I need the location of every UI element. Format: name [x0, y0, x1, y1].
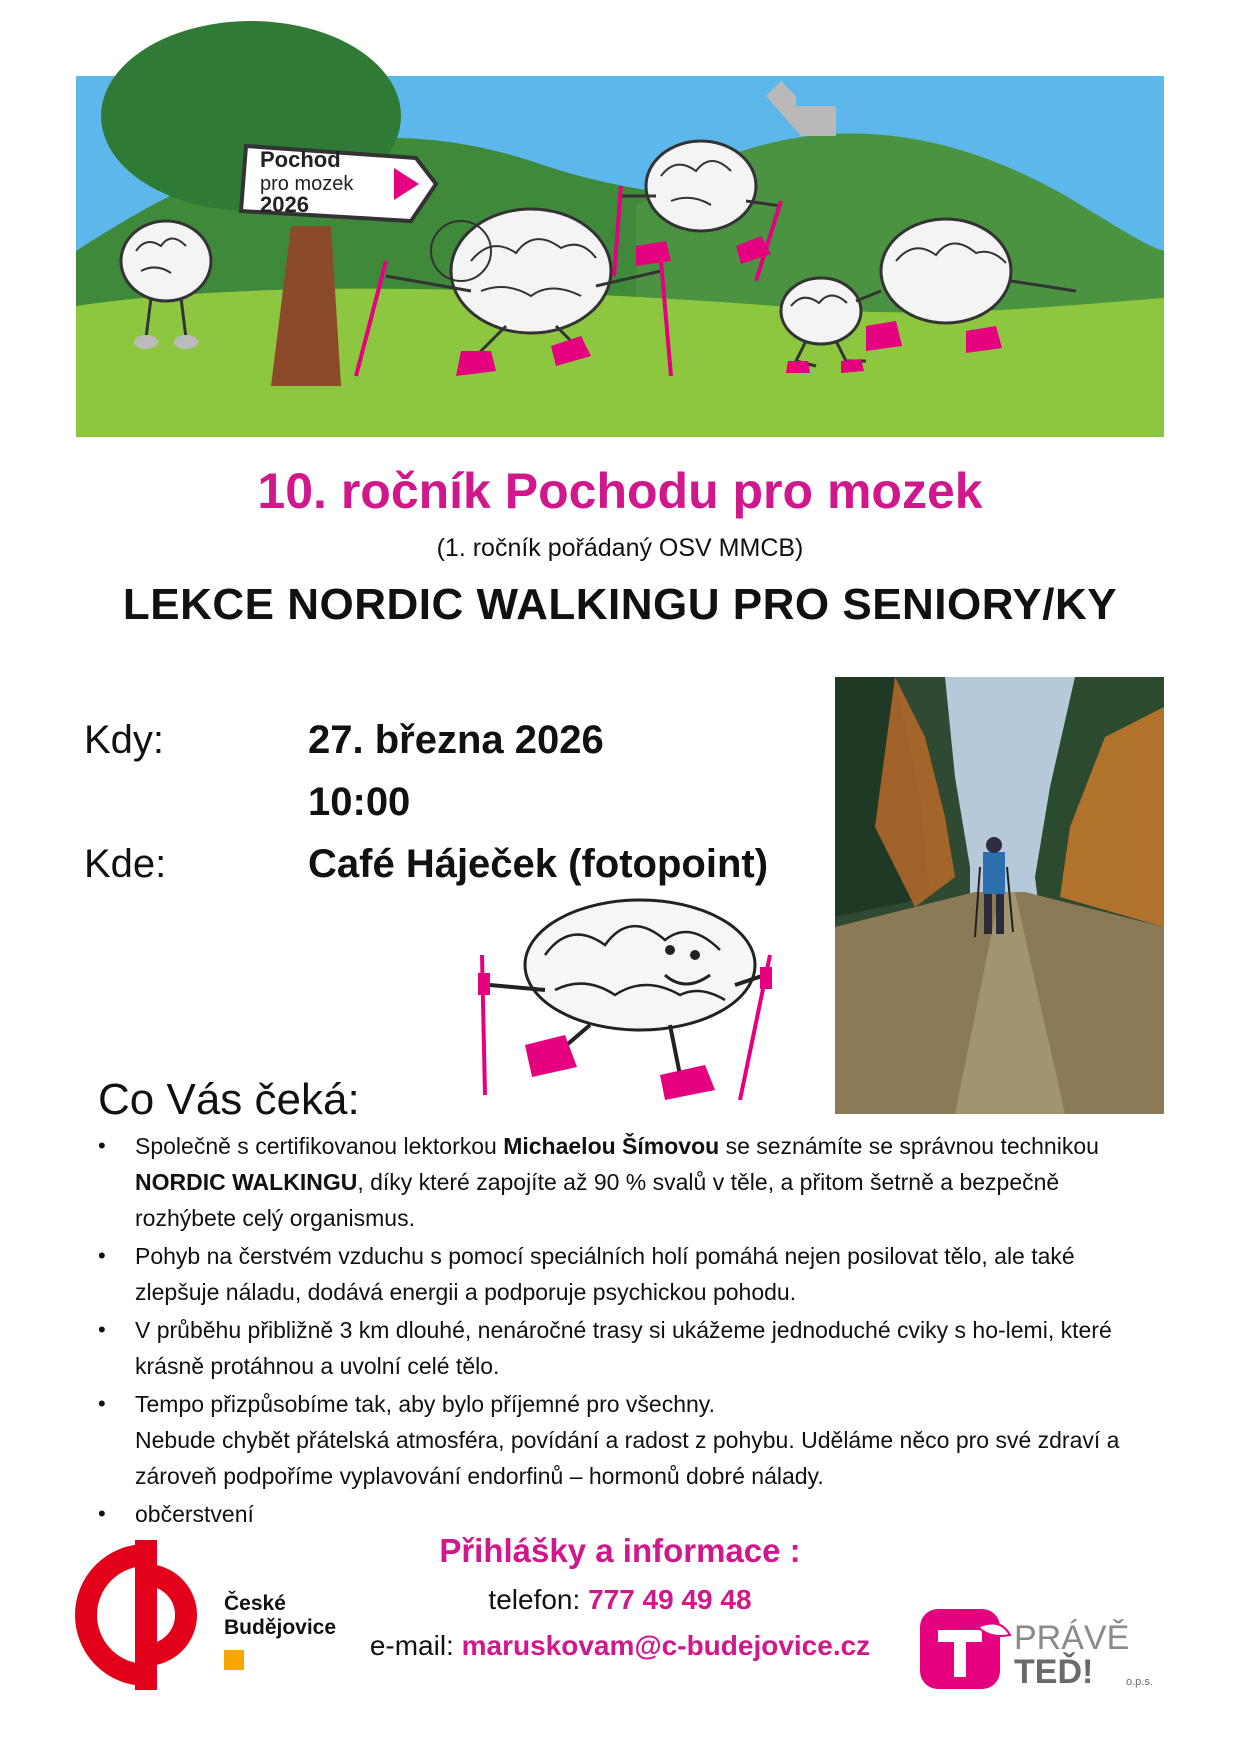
- expect-heading: Co Vás čeká:: [98, 1075, 360, 1124]
- event-date: 27. března 2026: [308, 718, 604, 762]
- email-label: e-mail:: [369, 1630, 454, 1661]
- city-name-line1: České: [224, 1592, 286, 1615]
- phone-label: telefon:: [488, 1584, 581, 1615]
- where-label: Kde:: [84, 842, 167, 886]
- org-name-line2: TEĎ!: [1014, 1653, 1094, 1691]
- forest-walk-photo: [835, 677, 1164, 1114]
- org-name-line1: PRÁVĚ: [1014, 1619, 1130, 1657]
- signpost: [241, 146, 436, 221]
- event-time: 10:00: [308, 780, 411, 824]
- list-item: • V průběhu přibližně 3 km dlouhé, nenáročné trasy si ukážeme jednoduché cviky s ho-lemi, které krásně protáhnou a uvolní celé tělo.: [98, 1312, 1158, 1384]
- sign-year: 2026: [260, 192, 309, 217]
- email-address[interactable]: maruskovam@c-budejovice.cz: [461, 1630, 871, 1661]
- event-place: Café Háječek (fotopoint): [308, 842, 769, 886]
- list-item: • Společně s certifikovanou lektorkou Michaelou Šímovou se seznámíte se správnou technikou NORDIC WALKINGU, díky které zapojíte až 90 % svalů v těle, a přitom šetrně a bezpečně rozhýbete celý organismus.: [98, 1128, 1158, 1236]
- sign-line1: Pochod: [260, 147, 341, 172]
- prave-ted-logo: [918, 1605, 1166, 1693]
- sign-line2: pro mozek: [260, 173, 354, 195]
- list-item: • Pohyb na čerstvém vzduchu s pomocí speciálních holí pomáhá nejen posilovat tělo, ale také zlepšuje náladu, dodává energii a podporuje psychickou pohodu.: [98, 1238, 1158, 1310]
- contact-heading: Přihlášky a informace :: [439, 1532, 801, 1569]
- event-subtitle: (1. ročník pořádaný OSV MMCB): [436, 534, 804, 562]
- city-name-line2: Budějovice: [224, 1616, 337, 1639]
- brain-walker-illustration: [470, 895, 790, 1120]
- ceske-budejovice-logo: [76, 1540, 337, 1690]
- expect-list: [98, 1128, 1158, 1534]
- list-item: • Tempo přizpůsobíme tak, aby bylo příjemné pro všechny. Nebude chybět přátelská atmosféra, povídání a radost z pohybu. Uděláme něco pro své zdraví a zároveň podpoříme vyplavování endorfinů – hormonů dobré nálady.: [98, 1386, 1158, 1494]
- org-suffix: o.p.s.: [1126, 1676, 1153, 1688]
- event-headline: LEKCE NORDIC WALKINGU PRO SENIORY/KY: [122, 580, 1118, 629]
- banner-illustration: [76, 76, 1164, 437]
- list-item: • občerstvení: [98, 1496, 1158, 1532]
- when-label: Kdy:: [84, 718, 165, 762]
- phone-number[interactable]: 777 49 49 48: [588, 1584, 752, 1615]
- event-title: 10. ročník Pochodu pro mozek: [257, 463, 983, 519]
